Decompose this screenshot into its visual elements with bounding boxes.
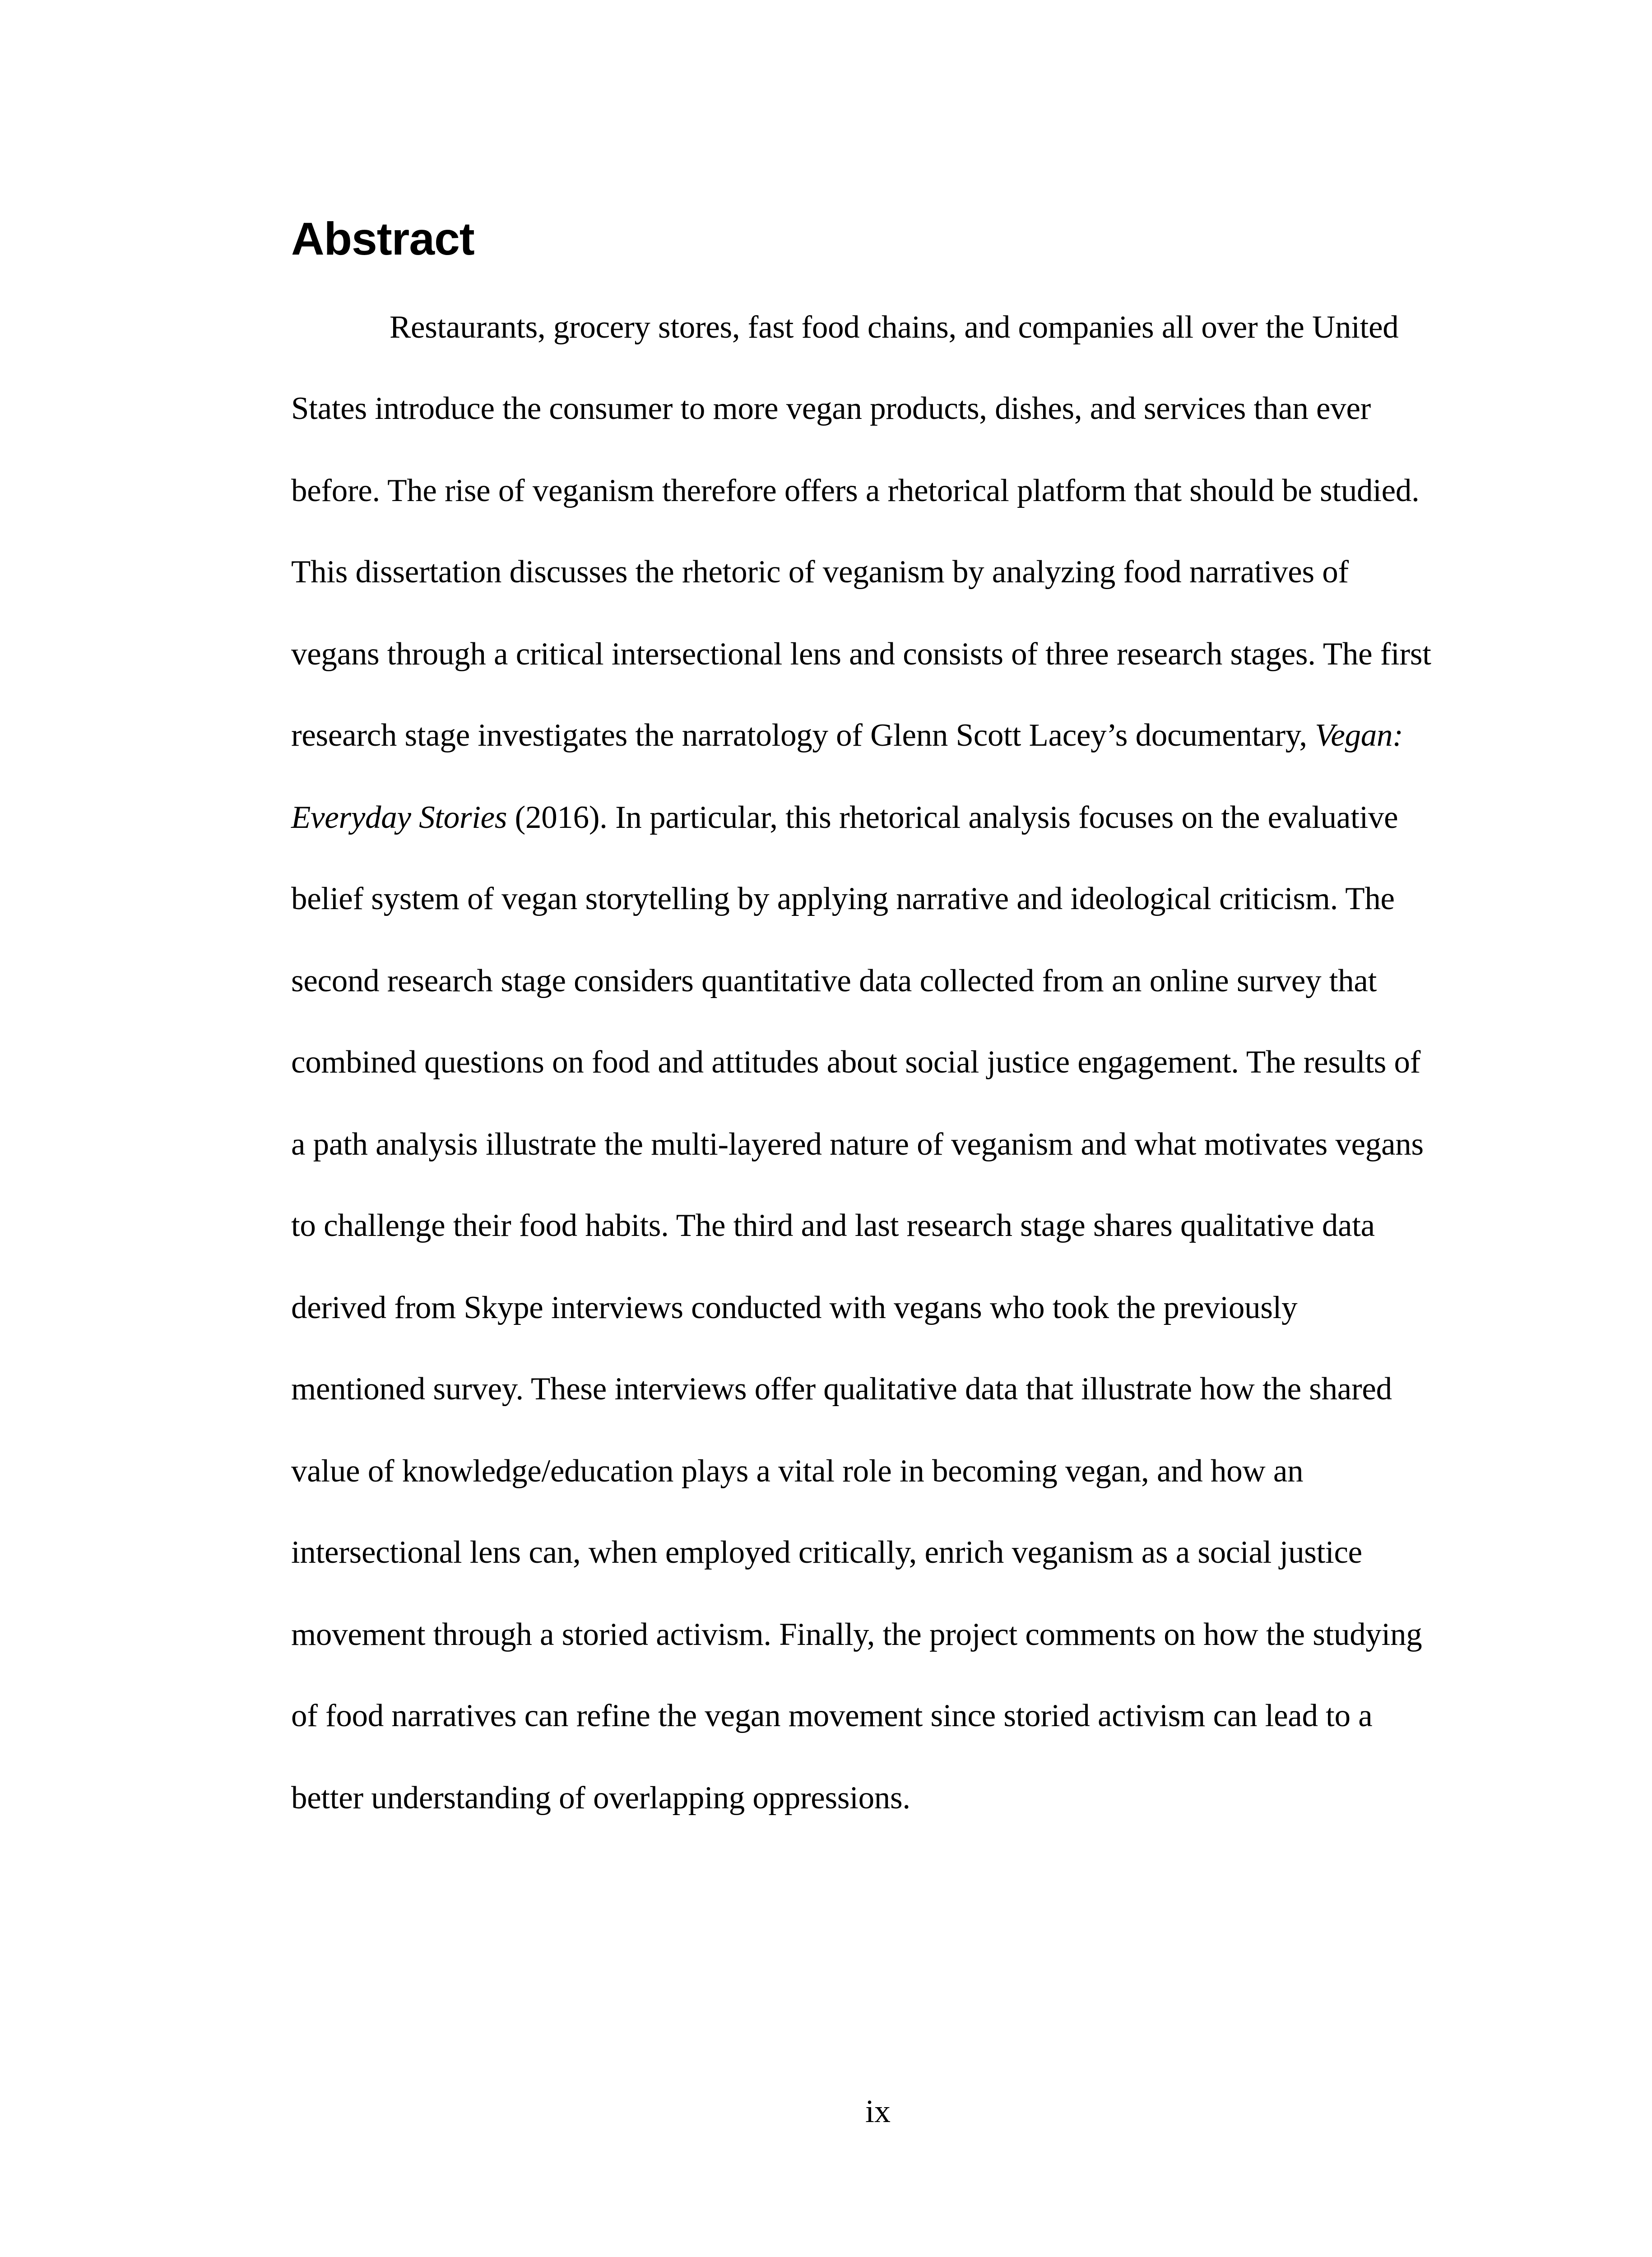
abstract-line bbox=[291, 715, 1403, 756]
abstract-line bbox=[291, 797, 1398, 838]
page-number: ix bbox=[865, 2093, 891, 2129]
abstract-line: value of knowledge/education plays a vital role in becoming vegan, and how an bbox=[291, 1454, 1304, 1489]
abstract-line: This dissertation discusses the rhetoric of veganism by analyzing food narratives of bbox=[291, 554, 1349, 590]
abstract-line: Restaurants, grocery stores, fast food chains, and companies all over the United bbox=[390, 310, 1399, 345]
abstract-line: before. The rise of veganism therefore offers a rhetorical platform that should be studied. bbox=[291, 473, 1420, 508]
abstract-line: of food narratives can refine the vegan movement since storied activism can lead to a bbox=[291, 1698, 1373, 1733]
abstract-line: mentioned survey. These interviews offer qualitative data that illustrate how the shared bbox=[291, 1371, 1392, 1407]
abstract-line: belief system of vegan storytelling by applying narrative and ideological criticism. The bbox=[291, 881, 1395, 916]
abstract-line: derived from Skype interviews conducted with vegans who took the previously bbox=[291, 1290, 1298, 1325]
abstract-line: a path analysis illustrate the multi-layered nature of veganism and what motivates vegans bbox=[291, 1127, 1424, 1162]
abstract-body bbox=[291, 0, 1483, 2257]
documentary-title-part: Vegan: bbox=[1315, 718, 1403, 753]
abstract-line: vegans through a critical intersectional lens and consists of three research stages. The first bbox=[291, 636, 1431, 672]
abstract-line-text: (2016). In particular, this rhetorical analysis focuses on the evaluative bbox=[507, 800, 1398, 835]
abstract-line: to challenge their food habits. The third and last research stage shares qualitative data bbox=[291, 1208, 1375, 1243]
abstract-line: better understanding of overlapping oppressions. bbox=[291, 1780, 910, 1816]
abstract-heading: Abstract bbox=[291, 213, 474, 265]
abstract-line: second research stage considers quantitative data collected from an online survey that bbox=[291, 963, 1377, 998]
documentary-title-part: Everyday Stories bbox=[291, 800, 507, 835]
abstract-line: States introduce the consumer to more vegan products, dishes, and services than ever bbox=[291, 391, 1371, 426]
abstract-line: intersectional lens can, when employed critically, enrich veganism as a social justice bbox=[291, 1535, 1362, 1570]
abstract-line: movement through a storied activism. Finally, the project comments on how the studying bbox=[291, 1617, 1422, 1652]
abstract-line: combined questions on food and attitudes about social justice engagement. The results of bbox=[291, 1045, 1421, 1080]
abstract-line-text: research stage investigates the narratology of Glenn Scott Lacey’s documentary, bbox=[291, 718, 1315, 753]
